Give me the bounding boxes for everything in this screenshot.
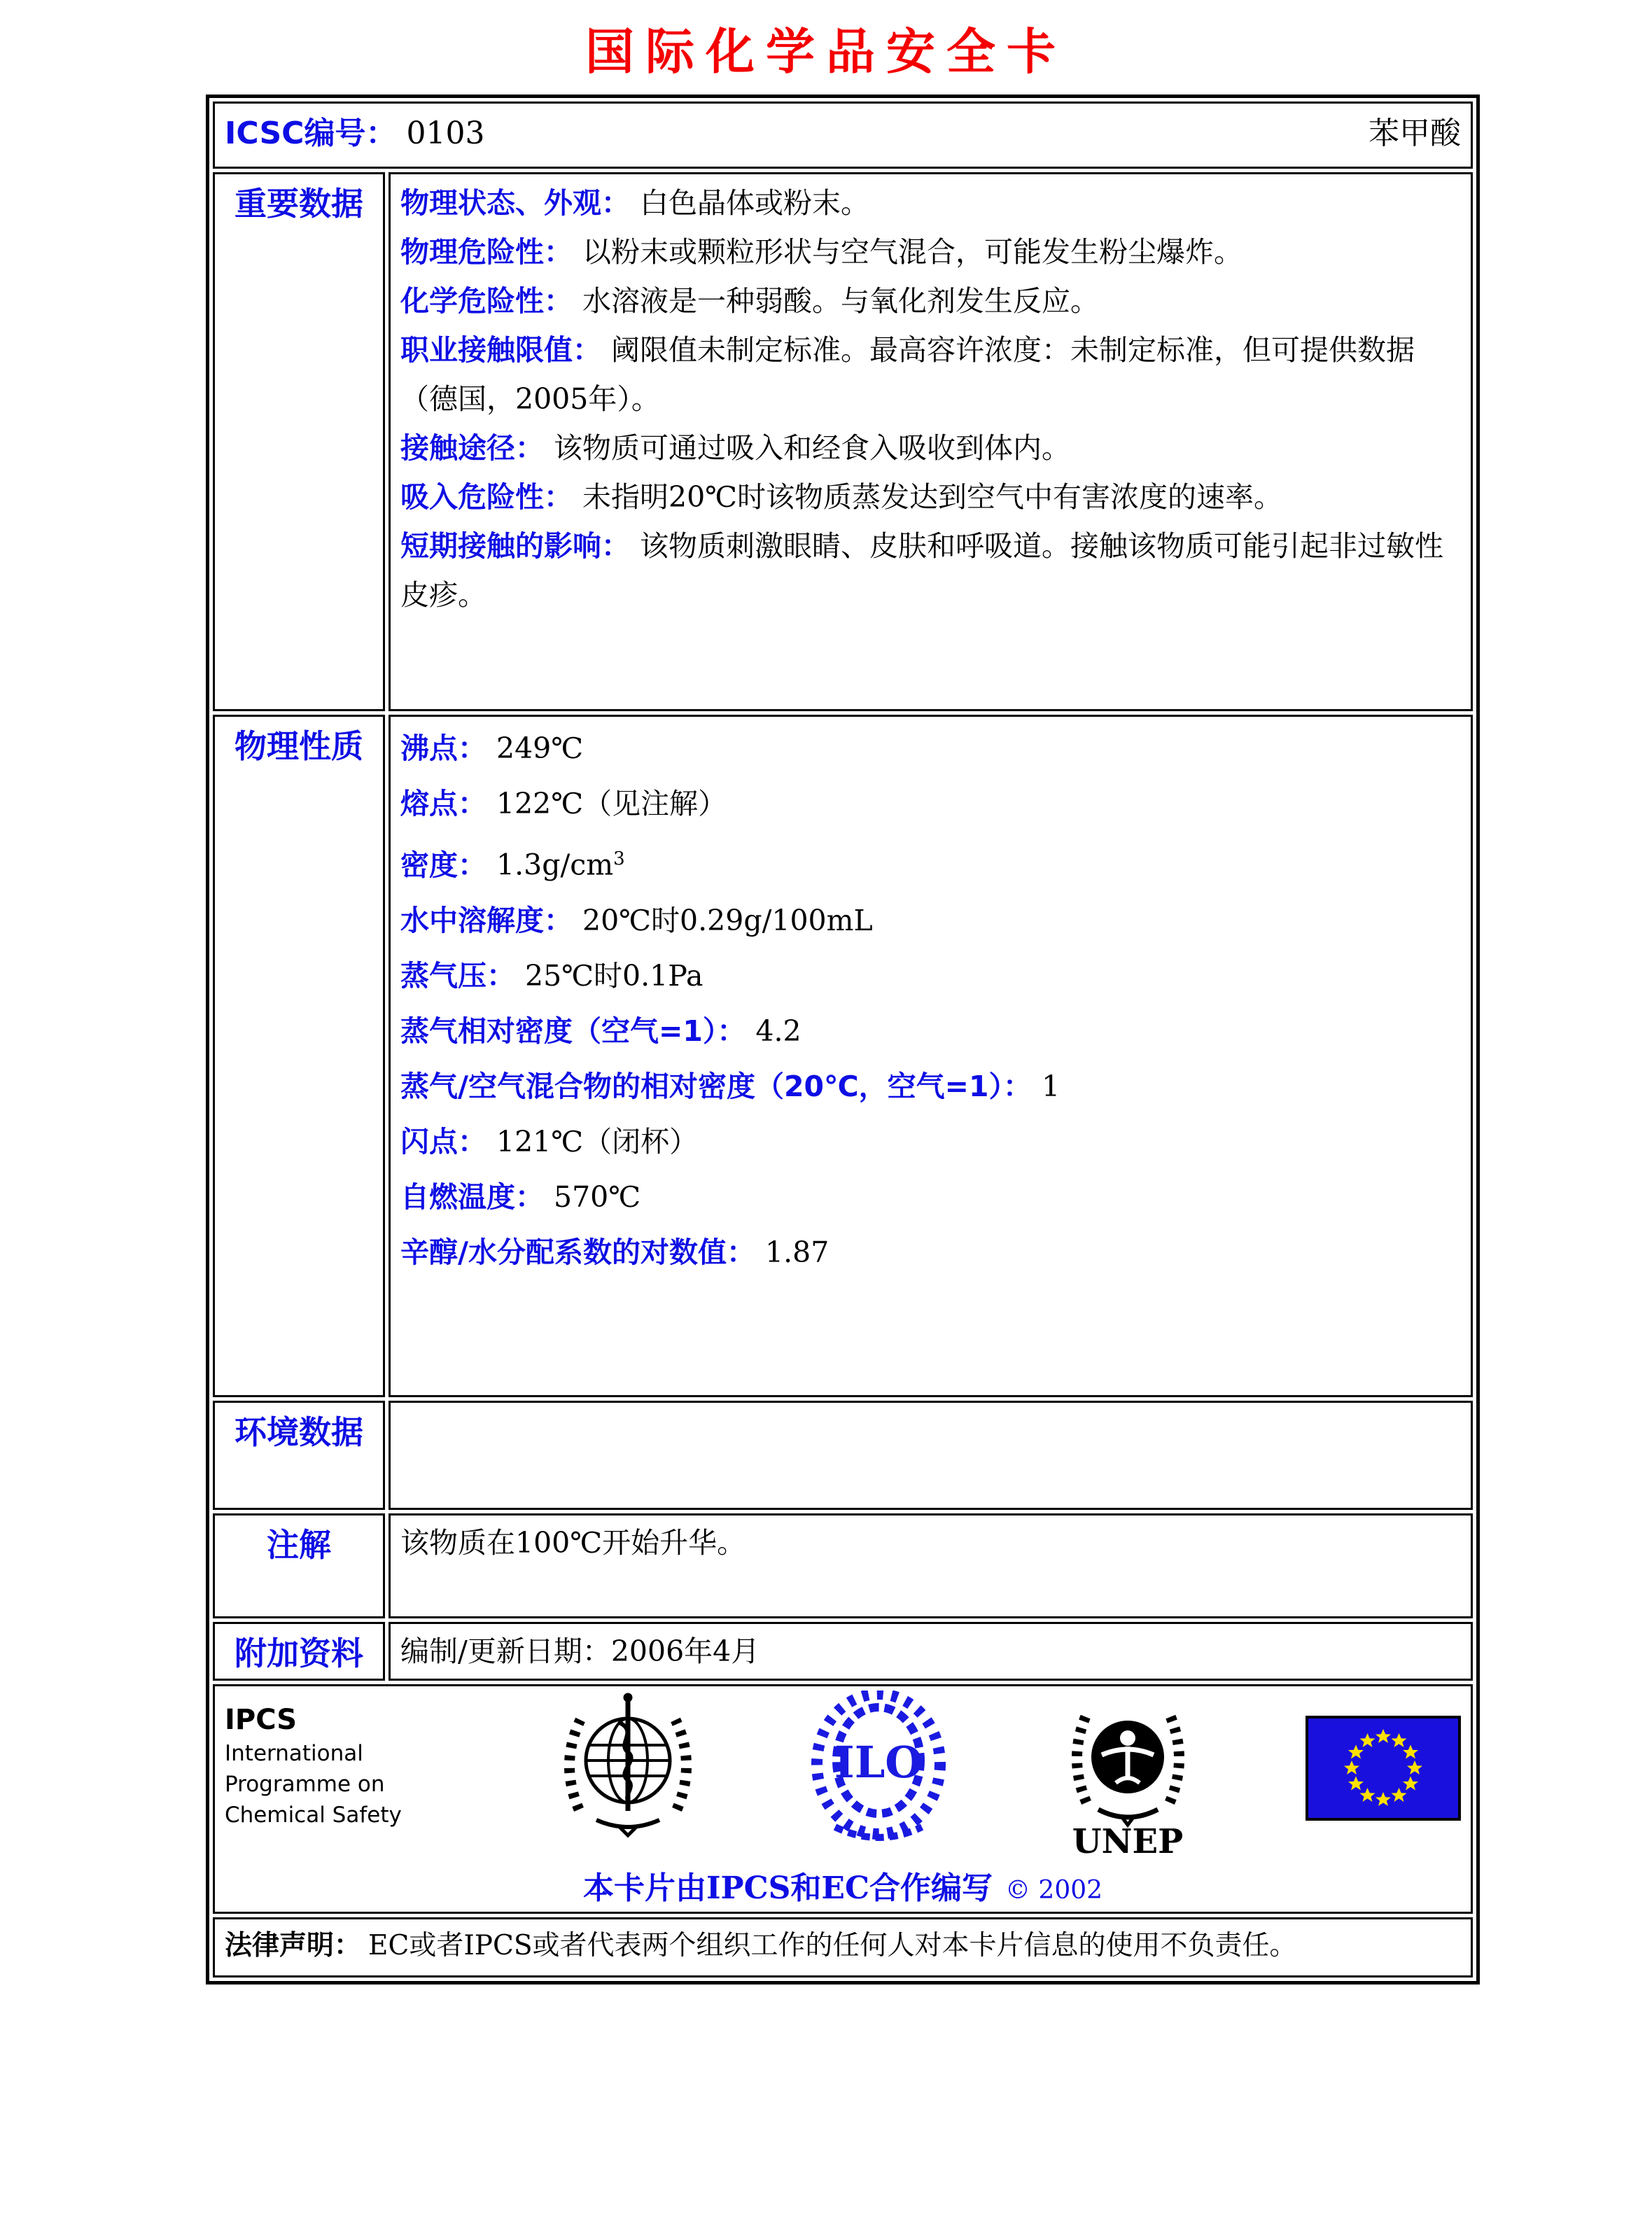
property-value: 1.87	[764, 1235, 830, 1269]
legal-text: EC或者IPCS或者代表两个组织工作的任何人对本卡片信息的使用不负责任。	[368, 1930, 1297, 1961]
property-value: 25℃时0.1Pa	[525, 958, 704, 993]
credit-text: 本卡片由IPCS和EC合作编写	[582, 1870, 993, 1906]
item-value: 阈限值未制定标准。最高容许浓度：未制定标准，但可提供数据（德国，2005年）。	[400, 333, 1415, 416]
important-item	[400, 227, 1461, 276]
property-label: 蒸气相对密度（空气=1）：	[400, 1014, 746, 1048]
property-row	[400, 1059, 1461, 1114]
item-value: 以粉末或颗粒形状与空气混合，可能发生粉尘爆炸。	[582, 235, 1242, 269]
environmental-data-content	[388, 1401, 1473, 1510]
header-row	[213, 102, 1473, 169]
item-label: 接触途径：	[400, 431, 544, 465]
item-value: 白色晶体或粉末。	[640, 186, 869, 220]
property-row	[400, 1225, 1461, 1280]
item-label: 职业接触限值：	[400, 333, 601, 367]
ilo-logo	[807, 1690, 951, 1851]
section-label-important: 重要数据	[213, 172, 385, 711]
item-label: 化学危险性：	[400, 284, 573, 318]
property-row	[400, 893, 1461, 948]
ipcs-subtitle-line1: International	[225, 1741, 363, 1766]
important-data-row	[213, 172, 1473, 711]
unep-caption-text: UNEP	[1072, 1822, 1184, 1858]
icsc-number	[225, 108, 484, 153]
additional-info-row	[213, 1622, 1473, 1681]
property-row	[400, 948, 1461, 1004]
important-item	[400, 276, 1461, 326]
notes-content: 该物质在100℃开始升华。	[400, 1526, 746, 1560]
property-value: 122℃（见注解）	[496, 787, 727, 820]
property-label: 自燃温度：	[400, 1180, 544, 1214]
section-label-environment: 环境数据	[213, 1401, 385, 1510]
ipcs-text-block	[225, 1690, 449, 1830]
ipcs-title: IPCS	[225, 1704, 298, 1736]
property-row	[400, 721, 1461, 776]
notes-row	[213, 1513, 1473, 1618]
icsc-number-value: 0103	[406, 115, 485, 151]
property-row	[400, 1004, 1461, 1059]
ipcs-subtitle-line2: Programme on	[225, 1772, 385, 1797]
legal-label: 法律声明：	[225, 1930, 362, 1961]
unep-logo	[1060, 1690, 1196, 1858]
environmental-data-row	[213, 1401, 1473, 1510]
icsc-number-label: ICSC编号：	[225, 115, 397, 151]
property-label: 水中溶解度：	[400, 903, 573, 937]
item-label: 物理危险性：	[400, 235, 573, 269]
property-value: 20℃时0.29g/100mL	[582, 903, 873, 937]
icsc-card-table	[206, 94, 1480, 1984]
item-value: 该物质可通过吸入和经食入吸收到体内。	[554, 431, 1070, 465]
section-label-notes: 注解	[213, 1513, 385, 1618]
physical-properties-row	[213, 715, 1473, 1397]
page-title: 国际化学品安全卡	[585, 22, 1067, 80]
property-label: 熔点：	[400, 787, 486, 820]
ilo-monogram-text: ILO	[834, 1737, 923, 1788]
property-value: 4.2	[755, 1014, 802, 1048]
important-item	[400, 472, 1461, 522]
item-value: 该物质刺激眼睛、皮肤和呼吸道。接触该物质可能引起非过敏性皮疹。	[400, 529, 1443, 612]
item-value: 未指明20℃时该物质蒸发达到空气中有害浓度的速率。	[582, 480, 1283, 514]
property-row	[400, 832, 1461, 893]
property-row	[400, 1170, 1461, 1225]
legal-row	[213, 1917, 1473, 1977]
ipcs-subtitle-line3: Chemical Safety	[225, 1802, 402, 1828]
additional-info-content: 编制/更新日期：2006年4月	[400, 1634, 760, 1668]
important-item	[400, 326, 1461, 424]
footer-row	[213, 1684, 1473, 1914]
important-item	[400, 424, 1461, 472]
property-value: 1.3g/cm	[496, 848, 614, 882]
chemical-name: 苯甲酸	[1368, 115, 1461, 151]
credit-line	[225, 1863, 1461, 1907]
property-label: 沸点：	[400, 732, 486, 765]
property-label: 密度：	[400, 848, 486, 882]
property-value: 1	[1042, 1069, 1060, 1103]
property-label: 闪点：	[400, 1124, 486, 1158]
property-value: 121℃（闭杯）	[496, 1124, 699, 1158]
credit-year: © 2002	[1004, 1876, 1103, 1905]
important-item	[400, 522, 1461, 620]
section-label-physical: 物理性质	[213, 715, 385, 1397]
physical-properties-content	[388, 715, 1473, 1397]
item-label: 短期接触的影响：	[400, 529, 630, 563]
property-value-superscript: 3	[613, 848, 625, 869]
property-value: 570℃	[554, 1180, 641, 1214]
item-value: 水溶液是一种弱酸。与氧化剂发生反应。	[582, 284, 1099, 318]
important-item	[400, 178, 1461, 227]
important-data-content	[388, 172, 1473, 711]
property-row	[400, 1114, 1461, 1170]
property-row	[400, 776, 1461, 832]
item-label: 物理状态、外观：	[400, 186, 630, 220]
item-label: 吸入危险性：	[400, 480, 573, 514]
property-label: 辛醇/水分配系数的对数值：	[400, 1235, 755, 1269]
property-label: 蒸气压：	[400, 958, 515, 993]
section-label-additional: 附加资料	[213, 1622, 385, 1681]
who-logo	[558, 1690, 698, 1841]
property-label: 蒸气/空气混合物的相对密度（20℃，空气=1）：	[400, 1069, 1032, 1103]
eu-flag-logo	[1306, 1690, 1461, 1821]
property-value: 249℃	[496, 732, 584, 765]
